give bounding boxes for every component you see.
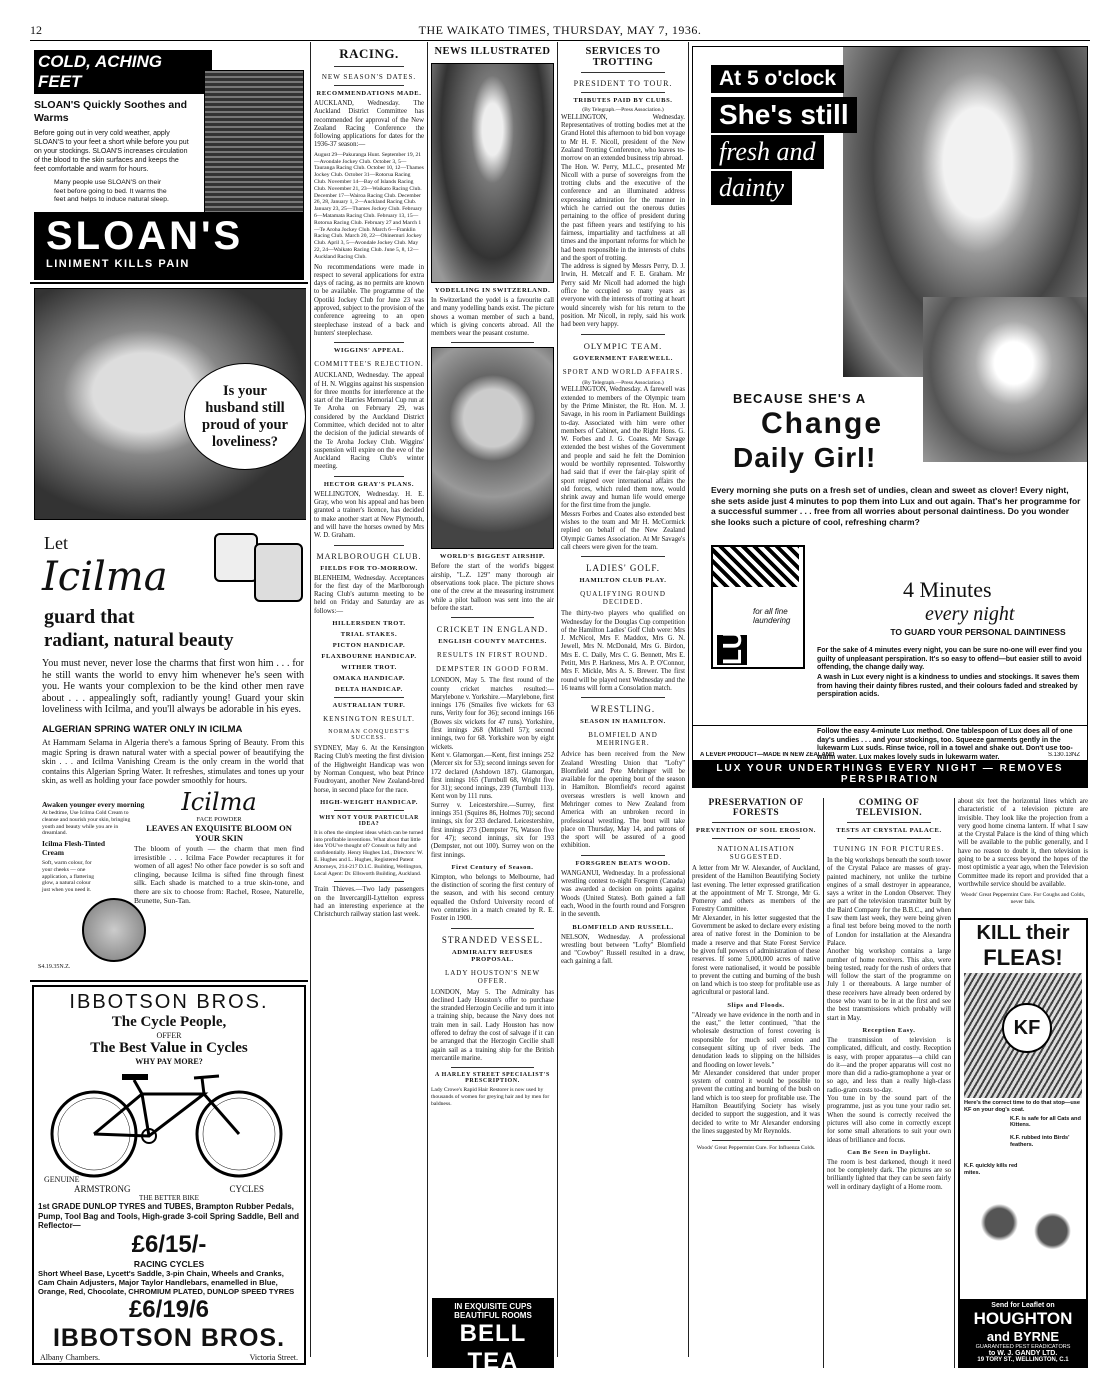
tv-body4: You tune in by the sound part of the programme, just as you tune your radio set. When the sound is correctly received the pictures will also come in correctly except for some small alterations to suit your own ideas of brilliance and focus. bbox=[827, 1095, 951, 1144]
lux-because: BECAUSE SHE'S A bbox=[733, 391, 867, 406]
news-body3: Surrey v. Leicestershire.—Surrey, first innings 351 (Squires 86, Holmes 70); second innings, six for 233 declared. Leicestershire, first innings 273 (Dempster 76, Watson five for 47); second innings, six for 193 (Dempster, not out 100). Surrey won on the first innings. bbox=[431, 801, 554, 859]
racing-marl: MARLBOROUGH CLUB. bbox=[316, 551, 422, 561]
tv-woods: Woods' Great Peppermint Cure. For Coughs and Colds, never fails. bbox=[960, 892, 1086, 906]
trotting-president: PRESIDENT TO TOUR. bbox=[573, 79, 673, 88]
forests-column bbox=[692, 798, 820, 1368]
news-dempster: DEMPSTER IN GOOD FORM. bbox=[435, 665, 549, 674]
lux-body: Every morning she puts on a fresh set of undies, clean and sweet as clover! Every night, she sets aside just 4 minutes to pop them into Lux and out again. That's her programme for a successful summer . . . free from all worries about personal daintiness. Do you wonder she looks such a picture of cool, refreshing charm? bbox=[711, 485, 1081, 527]
trotting-blom2: BLOMFIELD AND RUSSELL. bbox=[572, 923, 674, 931]
sloans-body: Before going out in very cold weather, apply SLOAN'S to your feet a short while before you put on your stockings. SLOAN'S increases circulation of the blood to the skin surfaces and keeps the feet comfortable and warm for hours. bbox=[34, 130, 189, 173]
icilma-powder-puff bbox=[82, 898, 146, 962]
ibbotson-price2: £6/19/6 bbox=[128, 1295, 210, 1323]
kf-fleas: FLEAS! bbox=[983, 945, 1063, 970]
icilma-let: Let bbox=[44, 533, 68, 553]
ibbotson-footer-brand: IBBOTSON BROS. bbox=[52, 1323, 286, 1352]
kf-byrne: and BYRNE bbox=[986, 1329, 1060, 1344]
trotting-body2: The Hon. W. Perry, M.L.C., presented Mr Nicoll with a purse of sovereigns from the trotting clubs and the executive of the conference and an illuminated address expressing admiration for the manner in which he carried out the onerous duties pertaining to the office of president during the past fifteen years and testifying to his fairness, impartiality and tactfulness at all times and the important reforms for which he had been responsible in the interests of clubs and the sport of trotting. bbox=[561, 163, 685, 262]
news-cap1: YODELLING IN SWITZERLAND. bbox=[434, 287, 551, 294]
kf-kill: KILL their bbox=[976, 922, 1070, 944]
forests-slips: Slips and Floods. bbox=[727, 1001, 785, 1009]
racing-body5: BLENHEIM, Wednesday. Acceptances for the first day of the Marlborough Racing Club's autumn meeting to be held on Friday and Saturday are as follows:— bbox=[314, 574, 424, 615]
sloans-bottle-label bbox=[34, 212, 304, 280]
race-heading: WITHER TROT. bbox=[341, 664, 397, 672]
lux-box-sub: for all fine laundering bbox=[753, 607, 791, 625]
kf-ad bbox=[958, 918, 1088, 1368]
forests-nat: NATIONALISATION SUGGESTED. bbox=[717, 845, 795, 861]
tv-reception: Reception Easy. bbox=[862, 1026, 916, 1034]
trotting-blom: BLOMFIELD AND MEHRINGER. bbox=[588, 731, 658, 748]
icilma-awaken-body: At bedtime, Use Icilma Cold Cream to cleanse and nourish your skin, bringing youth and beauty while you are in dreamland. bbox=[42, 810, 131, 837]
news-cap1-body: In Switzerland the yodel is a favourite call and many yodelling bands exist. The picture shows a woman member of such a band, which is giving concerts abroad. All the members wear the peasant costume. bbox=[431, 297, 554, 338]
tv-tuning: TUNING IN FOR PICTURES. bbox=[833, 845, 945, 853]
news-body5: LONDON, May 5. The Admiralty has declined Lady Houston's offer to purchase the stranded Herzogin Cecilie and turn it into a training ship, because the Navy does not train men in sail. Lady Houston has now offered to defray the cost of salvage if it can be arranged that the Herzogin Cecilie shall again sail as a training ship for the British mercantile marine. bbox=[431, 988, 554, 1062]
icilma-powder-logo: Icilma bbox=[181, 788, 257, 816]
icilma-flesh: Icilma Flesh-Tinted Cream bbox=[42, 839, 105, 857]
racing-why: WHY NOT YOUR PARTICULAR IDEA? bbox=[319, 814, 419, 827]
forests-body3: "Already we have evidence in the north and in the east," the letter continued, "that the wholesale destruction of forest covering is responsible for much soil erosion and consequent silting up of river beds. The denudation leads to slipping on the hillsides and flooding on lower levels." bbox=[692, 1011, 820, 1069]
trotting-tributes: TRIBUTES PAID BY CLUBS. bbox=[573, 97, 673, 104]
lux-box-pattern bbox=[713, 547, 799, 587]
kf-animals bbox=[964, 1180, 1082, 1265]
ibbotson-genuine: GENUINE bbox=[44, 1175, 80, 1184]
ibbotson-price1: £6/15/- bbox=[131, 1230, 207, 1258]
newspaper-title: THE WAIKATO TIMES, THURSDAY, MAY 7, 1936. bbox=[418, 23, 702, 37]
kf-item: Here's the correct time to do that stop—use KF on your dog's coat. bbox=[964, 1100, 1081, 1113]
trotting-column bbox=[561, 46, 685, 1366]
lux-every: every night bbox=[925, 603, 1015, 625]
icilma-heading-algerian: ALGERIAN SPRING WATER ONLY IN ICILMA bbox=[42, 724, 243, 735]
kf-agent: to W. J. GANDY LTD. bbox=[988, 1350, 1058, 1357]
airship-photo bbox=[431, 347, 554, 549]
forests-title: PRESERVATION OF FORESTS bbox=[708, 798, 804, 818]
tv-daylight: Can Be Seen in Daylight. bbox=[847, 1148, 931, 1156]
racing-season: NEW SEASON'S DATES. bbox=[321, 73, 417, 81]
column-rule bbox=[688, 42, 689, 1357]
icilma-powder-body: The bloom of youth — the charm that men find irresistible . . . Icilma Face Powder recaptures it for women of all ages! No other face powder is so soft and clinging, because Icilma is sifted fine through finest silk. Each shade is matched to a true skin-tone, and there are six to choose from: Rachel, Rosee, Naturelle, Brunette, Sun-Tan. bbox=[134, 844, 304, 905]
racing-body3: AUCKLAND, Wednesday. The appeal of H. N. Wiggins against his suspension for three months for interference at the start of the Harries Memorial Cup run at Te Aroha on February 29, was considered by the Auckland District Committee, which decided not to alter the decision of the judicial stewards of the Te Aroha Jockey Club. Wiggins' suspension will expire on the eve of the Auckland Racing Club's winter meeting. bbox=[314, 372, 424, 471]
news-cricket: CRICKET IN ENGLAND. bbox=[436, 624, 549, 635]
armstrong-row bbox=[34, 1175, 304, 1184]
trotting-body3: The address is signed by Messrs Perry, D. J. Irwin, H. Metcalf and F. E. Graham. Mr Perry said Mr Nicoll had adorned the high office he occupied so many years as everyone with the interests of trotting at heart would sincerely wish for his return to the position. Mr Nicoll, in reply, said his work had been very happy. bbox=[561, 263, 685, 329]
news-body4: Kimpton, who belongs to Melbourne, had the distinction of scoring the first century of the season, and with his second century equalled the Oxford University record of two centuries in a match created by R. E. Foster in 1900. bbox=[431, 873, 554, 923]
trotting-bytel2: (By Telegraph.—Press Association.) bbox=[582, 379, 664, 386]
lux-box-brand: LUX bbox=[717, 613, 747, 665]
icilma-jar bbox=[254, 543, 303, 602]
news-lady: LADY HOUSTON'S NEW OFFER. bbox=[444, 968, 541, 985]
trotting-title: SERVICES TO TROTTING bbox=[585, 46, 661, 68]
race-heading: FLAXBOURNE HANDICAP. bbox=[321, 653, 417, 661]
kf-addr: 19 TORY ST., WELLINGTON, C.1 bbox=[977, 1357, 1069, 1363]
tv-body3: The transmission of television is complicated, difficult, and costly. Reception is easy, with proper apparatus—a child can do it—and the proper apparatus will cost no more than did a radio-gramophone a year or so ago, and less than a really high-class radio-gram costs to-day. bbox=[827, 1036, 951, 1094]
lux-body3: A wash in Lux every night is a kindness to undies and stockings. It saves them from having their dainty fibres rusted, and their colours faded and streaked by perspiration acids. bbox=[817, 674, 1080, 698]
trotting-bytel: (By Telegraph.—Press Association.) bbox=[582, 107, 664, 113]
racing-rec: RECOMMENDATIONS MADE. bbox=[316, 90, 422, 97]
trotting-season: SEASON IN HAMILTON. bbox=[580, 718, 666, 726]
ibbotson-addr1: Albany Chambers. bbox=[40, 1352, 100, 1362]
news-cap2-body: Before the start of the world's biggest airship, "L.Z. 129" many thorough air observations took place. The picture shows one of the crew at the measuring instrument while a pilot balloon was sent into the air before the start. bbox=[431, 563, 554, 612]
ad-divider bbox=[30, 980, 308, 982]
racing-wiggins: WIGGINS' APPEAL. bbox=[333, 347, 405, 355]
lux-line3: dainty bbox=[711, 171, 792, 205]
racing-norman: NORMAN CONQUEST'S SUCCESS. bbox=[328, 729, 410, 742]
race-heading: DELTA HANDICAP. bbox=[335, 686, 403, 694]
racing-body2: No recommendations were made in respect to several applications for extra days of racing, as no permits are known to be available. The programme of the Opotiki Jockey Club for June 23 was approved, subject to the provision of the conference agreeing to an open steeplechase instead of a back and hunters' steeplechase. bbox=[314, 263, 424, 337]
racing-title: RACING. bbox=[339, 46, 399, 61]
racing-body8: Train Thieves.—Two lady passengers on the Invercargill-Lyttelton express had an interesting experience at the Christchurch railway station last week. bbox=[314, 886, 424, 919]
ibbotson-better: THE BETTER BIKE bbox=[139, 1194, 199, 1202]
bell-line1: IN EXQUISITE CUPS bbox=[454, 1302, 532, 1311]
tv-body1: In the big workshops beneath the south tower of the Crystal Palace are masses of gray-painted machinery, not unlike the turbine engines of a small destroyer in appearance, says a writer in the London Observer. They are part of the television transmitter built by the Baird Company for the B.B.C., and when I saw them last week, they were being given a final test before being moved to the north of London for installation at the Alexandra Palace. bbox=[827, 857, 951, 947]
kf-illustration bbox=[964, 973, 1082, 1098]
forests-body2: Mr Alexander, in his letter suggested that the Government be asked to declare every existing area of native forest in the Dominion to be made a reserve and that State Forest Service be given full powers of administration of these reserves. If some 5,000,000 acres of native forest were nationalised, it would be possible to prevent the cutting and burning of the bush on land which is too steep for profitable use as agricultural or pastoral land. bbox=[692, 914, 820, 997]
tv-title: COMING OF TELEVISION. bbox=[855, 798, 923, 818]
news-title: NEWS ILLUSTRATED bbox=[434, 46, 551, 57]
racing-column bbox=[314, 46, 424, 1366]
trotting-wrestling: WRESTLING. bbox=[590, 704, 656, 715]
news-body1: LONDON, May 5. The first round of the county cricket matches resulted:— Marylebone v. Yorkshire.—Marylebone, first innings 176 (Smailes five wickets for 63 runs, Verity four for 36); second innings 166 (Bowes six wickets for 47 runs). Yorkshire, first innings 268 (Mitchell 57); second innings, two for 68. Yorkshire won by eight wickets. bbox=[431, 677, 554, 751]
ibbotson-sub: The Cycle People, bbox=[111, 1014, 227, 1030]
icilma-flesh-body: Soft, warm colour, for your cheeks — one application, a flattering glow, a natural colour just when you need it. bbox=[42, 860, 95, 894]
trotting-sport: SPORT AND WORLD AFFAIRS. bbox=[562, 367, 684, 376]
news-stranded: STRANDED VESSEL. bbox=[441, 934, 544, 945]
trotting-govt: GOVERNMENT FAREWELL. bbox=[573, 354, 673, 362]
lux-line2: fresh and bbox=[711, 135, 824, 169]
bell-line2: BEAUTIFUL ROOMS bbox=[454, 1311, 532, 1320]
tv-tests: TESTS AT CRYSTAL PALACE. bbox=[836, 827, 942, 834]
forests-body1: A letter from Mr W. Alexander, of Auckland, president of the Hamilton Beautifying Society last evening. The letter expressed gratification at the appointment of Mr T. Stronge, Mr G. Pomeroy and others as members of the Forestry Committee. bbox=[692, 865, 820, 914]
ibbotson-name: IBBOTSON BROS. bbox=[69, 991, 269, 1013]
racing-body6: SYDNEY, May 6. At the Kensington Racing Club's meeting the first division of the Highweight Handicap was won by Norman Conquest, who beat Prince Foudroyant, another New Zealand-bred horse, in second place for the race. bbox=[314, 745, 424, 794]
lux-second-photo bbox=[923, 297, 1088, 462]
trotting-body5: Messrs Forbes and Coates also extended best wishes to the team and Mr H. McCormick replied on behalf of the New Zealand Olympic Games Association. At Mr Savage's call cheers were given for the team. bbox=[561, 510, 685, 551]
news-body6: Lady Crowe's Rapid Hair Restorer is now used by thousands of women for greying hair and by men for baldness. bbox=[431, 1087, 550, 1107]
sloans-brand: SLOAN'S bbox=[46, 214, 244, 258]
tv-column bbox=[827, 798, 951, 1368]
icilma-tag2: radiant, natural beauty bbox=[44, 630, 234, 651]
racing-hector: HECTOR GRAY'S PLANS. bbox=[323, 480, 415, 488]
racing-fields: FIELDS FOR TO-MORROW. bbox=[320, 564, 418, 572]
ibbotson-tyres: 1st GRADE DUNLOP TYRES and TUBES, Brampton Rubber Pedals, Pump, Tool Bag and Tools, High-grade 3-coil Spring Saddle, Bell and Reflector— bbox=[38, 1202, 300, 1230]
kf-footer bbox=[960, 1299, 1086, 1366]
kf-leaflet: Send for Leaflet on bbox=[991, 1302, 1055, 1309]
tv-body2: Another big workshop contains a large number of home receivers. This also, were being tested, ready for the rush of orders that will follow the start of the programme on July 1 or thereabouts. A large number of these receivers have already been ordered by those who want to be in at the first and see the best transmissions which probably will start in May. bbox=[827, 948, 951, 1022]
news-season: First Century of Season. bbox=[451, 863, 534, 871]
forests-soil: PREVENTION OF SOIL EROSION. bbox=[696, 827, 816, 834]
ibbotson-racing-body: Short Wheel Base, Lycett's Saddle, 3-pin Chain, Wheels and Cranks, Cam Chain Adjusters, Major Taylor Handlebars, enamelled in Blue, Orange, Red, Chocolate, CHROMIUM PLATED, DUNLOP SPEED TYRES bbox=[38, 1268, 295, 1296]
column-rule bbox=[954, 798, 955, 1368]
racing-hw: HIGH-WEIGHT HANDICAP. bbox=[320, 798, 418, 806]
racing-body7: It is often the simplest ideas which can be turned into profitable inventions. What about that little idea YOU've thought of? Consult us fully and confidentially. Henry Hughes Ltd., Directors: W. E. Hughes and L. Hughes, Registered Patent Attorneys, 214-217 D.I.C. Building, Wellington, Local Agent: Dr. Ellsworth Building, Auckland. bbox=[314, 829, 424, 877]
icilma-body-algerian: At Hammam Selama in Algeria there's a famous Spring of Beauty. From this magic Spring is drawn natural water with a special power of beautifying the skin . . . and Icilma Vanishing Cream is the only cream in the world that contains this Algerian Spring Water. It refreshes, stimulates and tones up your skin, as well as holding your face powder smoothly for hours. bbox=[42, 738, 304, 785]
trotting-golf: LADIES' GOLF. bbox=[586, 563, 660, 574]
lux-body2: For the sake of 4 minutes every night, you can be sure no-one will ever find you guilty of unpleasant perspiration. It's so easy to offend—but easier still to avoid offending, the change daily way. bbox=[817, 647, 1082, 671]
race-heading: HILLERSDEN TROT. bbox=[332, 620, 406, 628]
lux-body4: Follow the easy 4-minute Lux method. One tablespoon of Lux does all of one day's undies . . . and your stockings, too. Squeeze garments gently in the lukewarm Lux suds. Rinse twice, roll in a towel and shake out. Don't use too-warm water. Lux makes lovely suds in lukewarm water. bbox=[817, 728, 1073, 761]
ibbotson-racing: RACING CYCLES bbox=[133, 1258, 205, 1269]
lux-line1: She's still bbox=[711, 97, 857, 133]
icilma-body: You must never, never lose the charms that first won him . . . for he still wants the world to envy him whenever he's seen with you. He wants your complexion to be the kind other men rave about . . . appealingly soft, radiantly young! Guard your skin loveliness with Icilma, and you'll always be adorable in his eyes. bbox=[42, 658, 304, 715]
kf-item: K.F. rubbed into Birds' feathers. bbox=[1010, 1135, 1070, 1148]
lux-ad bbox=[692, 46, 1088, 726]
trotting-body8: WANGANUI, Wednesday. In a professional wrestling contest to-night Forsgren (Canada) was awarded a decision on points against Woods (United States). Both gained a fall each, Wood in the fourth round and Forsgren in the seventh. bbox=[561, 869, 685, 919]
bell-brand: BELL TEA bbox=[459, 1320, 527, 1368]
lux-footer-row bbox=[692, 752, 1088, 758]
lux-lever: A LEVER PRODUCT—MADE IN NEW ZEALAND bbox=[700, 752, 835, 758]
icilma-powder-sub: FACE POWDER bbox=[196, 816, 242, 823]
racing-body1: AUCKLAND, Wednesday. The Auckland District Committee has recommended for approval of the New Zealand Racing Conference the following applications for dates for the 1936-37 season:— bbox=[314, 100, 424, 149]
ibbotson-cycles: CYCLES bbox=[229, 1184, 264, 1194]
racing-kens: KENSINGTON RESULT. bbox=[323, 715, 415, 724]
news-column bbox=[431, 46, 554, 1366]
bicycle-illustration bbox=[34, 1066, 304, 1181]
yodel-photo bbox=[431, 63, 554, 283]
masthead bbox=[30, 20, 1090, 40]
icilma-tag1: guard that bbox=[44, 606, 135, 628]
lux-time: At 5 o'clock bbox=[711, 65, 844, 93]
race-heading: OMAKA HANDICAP. bbox=[333, 675, 405, 683]
kf-brand: KF bbox=[1002, 1003, 1052, 1053]
ibbotson-why: WHY PAY MORE? bbox=[135, 1057, 203, 1066]
trotting-body7: Advice has been received from the New Zealand Wrestling Union that "Lofty" Blomfield and Pete Mehringer will be available for the opening bout of the season in Hamilton. Blomfield's record against overseas wrestlers is well known and Mehringer comes to New Zealand from America with an unbroken record in professional wrestling. The bout will take place on Thursday, May 14, and patrons of the sport will be assured of a good exhibition. bbox=[561, 751, 685, 850]
lux-four: 4 Minutes bbox=[903, 577, 992, 602]
icilma-jar bbox=[214, 533, 258, 582]
ibbotson-ad bbox=[32, 985, 306, 1365]
column-rule bbox=[557, 42, 558, 1357]
icilma-code: S4.19.35N.Z. bbox=[38, 964, 71, 970]
forests-woods: Woods' Great Peppermint Cure. For Influenza Colds. bbox=[696, 1145, 816, 1152]
news-adm: ADMIRALTY REFUSES PROPOSAL. bbox=[451, 948, 534, 963]
lux-strip: LUX YOUR UNDERTHINGS EVERY NIGHT — REMOVES PERSPIRATION bbox=[692, 760, 1088, 788]
kf-item: K.F. is safe for all Cats and Kittens. bbox=[1010, 1115, 1081, 1129]
ibbotson-addresses bbox=[34, 1353, 304, 1362]
trotting-hamilton: HAMILTON CLUB PLAY. bbox=[579, 577, 667, 585]
trotting-body4: WELLINGTON, Wednesday. A farewell was extended to members of the Olympic team by the Prime Minister, the Rt. Hon. M. J. Savage, in his room in Parliament Buildings to-day. Associated with him were other members of Cabinet, and the Right Hons. G. W. Forbes and J. G. Coates. Mr Savage extended the best wishes of the Government and people and said he felt the Dominion would be worthily represented. Tolsworthy had said that if ever the fair-play spirit of sport reigned over international affairs the old forces, which ruled them now, would shrink away and human life would emerge for the first time from the jungle. bbox=[561, 386, 685, 510]
racing-wiggins-sub: COMMITTEE'S REJECTION. bbox=[314, 360, 424, 369]
trotting-qual: QUALIFYING ROUND DECIDED. bbox=[580, 590, 666, 607]
sloans-headline: SLOAN'S Quickly Soothes and Warms bbox=[34, 99, 188, 124]
racing-aust: AUSTRALIAN TURF. bbox=[332, 702, 406, 710]
lux-change: Change bbox=[761, 407, 884, 440]
trotting-body9: NELSON, Wednesday. A professional wrestling bout between "Lofty" Blomfield and "Cowboy" Russell resulted in a draw, each gaining a fall. bbox=[561, 933, 685, 966]
icilma-awaken: Awaken younger every morning bbox=[42, 800, 145, 809]
news-cap2: WORLD'S BIGGEST AIRSHIP. bbox=[439, 553, 546, 561]
sloans-ad bbox=[34, 50, 304, 280]
news-body2: Kent v. Glamorgan.—Kent, first innings 252 (Mercer six for 53); second innings seven for 172 declared (Ashdown 187). Glamorgan, first innings 165 (Turnbull 68, Wright five for 31); second innings, 239 (Turnbull 113). Kent won by 111 runs. bbox=[431, 751, 554, 801]
ibbotson-offer: OFFER bbox=[156, 1031, 182, 1040]
race-heading: PICTON HANDICAP. bbox=[332, 642, 406, 650]
lux-guard: TO GUARD YOUR PERSONAL DAINTINESS bbox=[890, 627, 1066, 637]
trotting-olympic: OLYMPIC TEAM. bbox=[583, 340, 663, 351]
forests-body4: Mr Alexander considered that under proper system of control it would be possible to prevent the cutting and burning of the bush on land which is too steep for profitable use. The Hamilton Beautifying Society has wisely decided to support the suggestion, and it was decided to write to Mr Alexander endorsing the lines suggested by Mr Reynolds. bbox=[692, 1069, 820, 1135]
racing-body4: WELLINGTON, Wednesday. H. E. Gray, who won his appeal and has been granted a trainer's licence, has decided to make another start at New Plymouth, and will have the horses owned by Mrs W. D. Graham. bbox=[314, 490, 424, 540]
ibbotson-armstrong: ARMSTRONG bbox=[74, 1184, 131, 1194]
race-heading: TRIAL STAKES. bbox=[340, 631, 398, 639]
bell-tea-ad bbox=[432, 1298, 554, 1368]
trotting-body1: WELLINGTON, Wednesday. Representatives of trotting bodies met at the Grand Hotel this afternoon to bid bon voyage to Mr H. F. Nicoll, president of the New Zealand Trotting Conference, who leaves to-morrow on an extended business trip abroad. bbox=[561, 113, 685, 163]
news-county: ENGLISH COUNTY MATCHES. bbox=[438, 638, 547, 646]
trotting-body6: The thirty-two players who qualified on Wednesday for the Douglas Cup competition of the Hamilton Ladies' Golf Club were: Mrs J. McNicol, Mrs F. Maddox, Mrs G. N. Jewell, Mrs N. McDonald, Mrs G. Birdon, Mrs E. C. Daily, Mrs C. G. Bennett, Mrs E. Petitt, Mrs P. Harkness, Mrs A. P. O'Connor, Mrs F. Mickle, Mrs A. S. Brewer. The first round will be played next Wednesday and the 16 teams will form a Consolation match. bbox=[561, 610, 685, 692]
icilma-question-bubble bbox=[184, 363, 306, 470]
tv-continued bbox=[958, 798, 1088, 913]
column-rule bbox=[427, 42, 428, 1357]
kf-houghton: HOUGHTON bbox=[973, 1309, 1073, 1328]
sloans-body2: Many people use SLOAN'S on their feet before going to bed. It warms the feet and helps to induce natural sleep. bbox=[54, 179, 169, 203]
news-results: RESULTS IN FIRST ROUND. bbox=[437, 651, 548, 660]
icilma-jars bbox=[204, 528, 304, 603]
icilma-powder-head: LEAVES AN EXQUISITE BLOOM ON YOUR SKIN bbox=[146, 823, 292, 843]
lux-box bbox=[711, 545, 805, 669]
icilma-question: Is your husband still proud of your loveliness? bbox=[202, 382, 288, 450]
racing-dates: August 29—Pakuranga Hunt. September 19, 21—Avondale Jockey Club. October 3, 5—Tauranga Racing Club. October 10, 12—Thames Jockey Club. October 31—Rotorua Racing Club. November 14—Bay of Islands Racing Club. November 21, 23—Waikato Racing Club. December 17—Wairoa Racing Club. December 26, 28, January 1, 2—Auckland Racing Club. January 23, 25—Thames Jockey Club. February 6—Matamata Racing Club. February 13, 15—Rotorua Racing Club. February 27 and March 1—Te Aroha Jockey Club. March 6—Franklin Racing Club. March 20, 22—Ohinemuri Jockey Club. April 3, 5—Avondale Jockey Club. May 22, 24—Waikato Racing Club. June 5, 8, 12—Auckland Racing Club. bbox=[314, 151, 424, 260]
ad-divider bbox=[30, 282, 308, 284]
column-rule bbox=[823, 798, 824, 1368]
sloans-banner: COLD, ACHING FEET bbox=[34, 50, 212, 94]
ibbotson-addr2: Victoria Street. bbox=[249, 1352, 298, 1362]
page-number: 12 bbox=[30, 23, 42, 37]
masthead-rule bbox=[30, 40, 1090, 41]
lux-daily: Daily Girl! bbox=[733, 442, 877, 473]
kf-guar: GUARANTEED PEST ERADICATORS bbox=[975, 1344, 1071, 1350]
trotting-forsgren: FORSGREN BEATS WOOD. bbox=[575, 859, 671, 867]
armstrong-row2 bbox=[34, 1184, 304, 1194]
icilma-powder-box bbox=[134, 788, 304, 938]
kf-item: K.F. quickly kills red mites. bbox=[964, 1162, 1018, 1176]
ibbotson-best: The Best Value in Cycles bbox=[90, 1040, 248, 1056]
icilma-ad bbox=[34, 288, 306, 976]
column-rule bbox=[310, 42, 311, 1357]
news-harley: A HARLEY STREET SPECIALIST'S PRESCRIPTION. bbox=[434, 1072, 550, 1085]
sloans-brand-sub: LINIMENT KILLS PAIN bbox=[46, 258, 190, 270]
tv-body5: The room is best darkened, though it need not be completely dark. The pictures are so brilliantly lighted that they can be seen fairly well in ordinary daylight of a Home room. bbox=[827, 1158, 951, 1191]
icilma-logo: Icilma bbox=[42, 554, 168, 600]
lux-code: S.130.13NZ bbox=[1047, 752, 1080, 758]
tv-body6: about six feet the horizontal lines which are characteristic of a television picture are invisible. They look like the projection from a very good home cinema lantern. If what I saw at the Crystal Palace is the kind of thing which will be available to the public generally, and I have no reason to doubt it, then television is going to be a success beyond the hopes of the most optimistic a year ago, when the Television Committee made its report and provided that a worthwhile service should be available. bbox=[958, 798, 1088, 888]
